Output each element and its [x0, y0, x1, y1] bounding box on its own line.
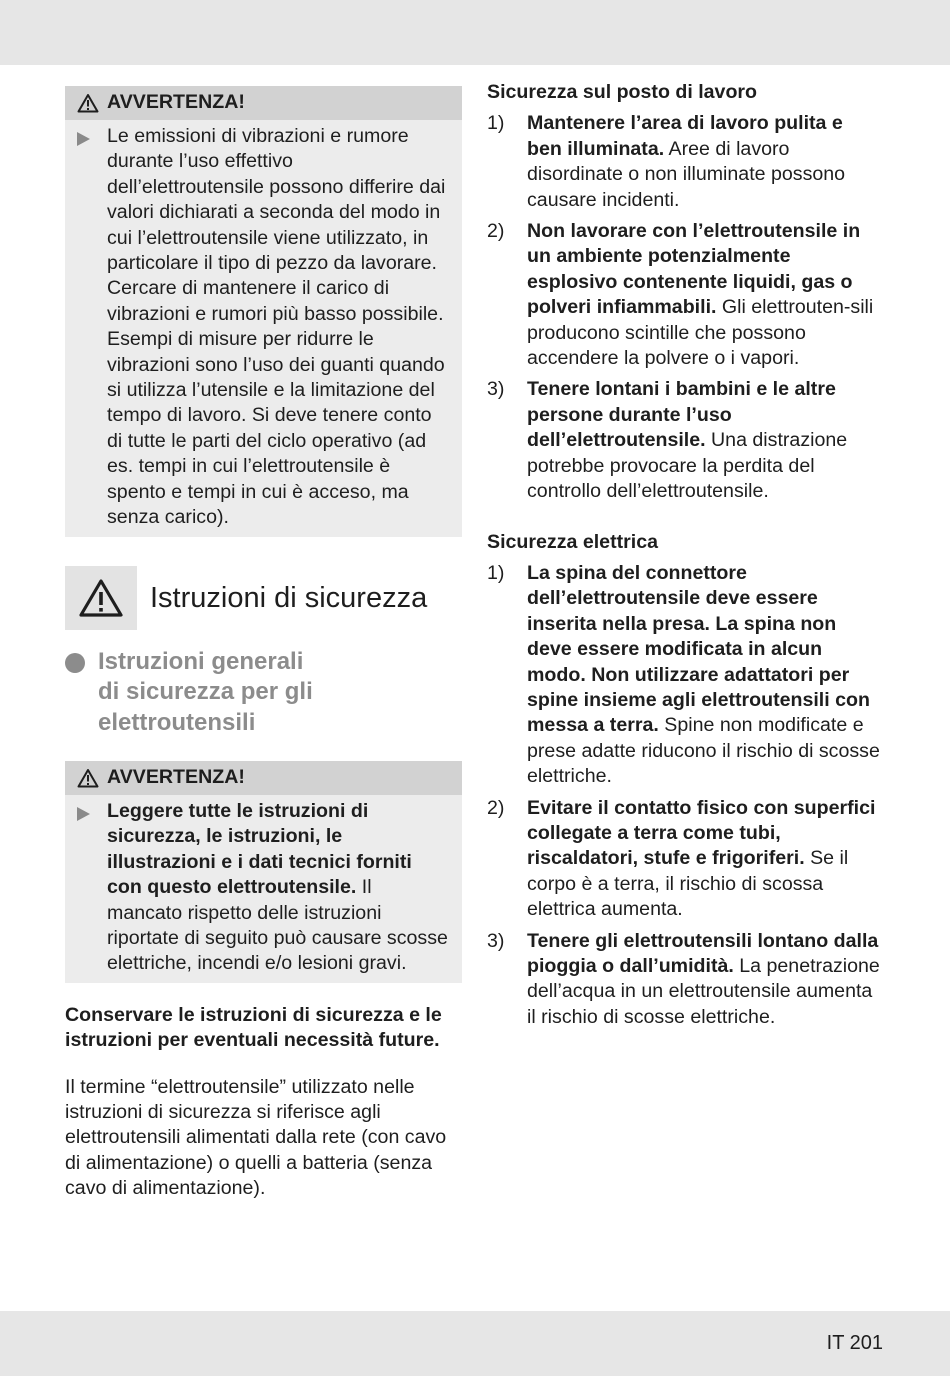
warning-triangle-icon	[77, 93, 99, 113]
warning-box-vibration	[65, 86, 462, 537]
item-number: 2)	[487, 220, 505, 243]
warning-text: Le emissioni di vibrazioni e rumore durante l’uso effettivo dell’elettroutensile possono differire dai valori dichiarati a seconda del modo in cui l’elettroutensile viene utilizzato, in particolare il tipo di pezzo da lavorare.	[107, 125, 446, 275]
warning-body	[65, 795, 462, 983]
item-number: 3)	[487, 378, 505, 401]
section-icon-box	[65, 566, 137, 630]
electrical-safety-heading: Sicurezza elettrica	[487, 530, 658, 553]
item-plain-text: Spine non modificate e prese adatte riducono il rischio di scosse elettriche.	[527, 714, 880, 788]
item-text	[527, 219, 882, 371]
item-text	[527, 377, 882, 504]
item-plain-text: Se il corpo è a terra, il rischio di scossa elettrica aumenta.	[527, 847, 849, 921]
warning-label: AVVERTENZA!	[107, 91, 245, 114]
item-number: 1)	[487, 561, 505, 584]
section-title: Istruzioni di sicurezza	[150, 581, 428, 614]
item-bold-text: La spina del connettore dell’elettroutensile deve essere inserita nella presa. La spina non deve essere modificata in alcun modo. Non utilizzare adattatori per spine insieme agli elettroutensili con messa a terra.	[527, 561, 870, 737]
warning-bold-text: Leggere tutte le istruzioni di sicurezza, le istruzioni, le illustrazioni e i dati tecnici forniti con questo elettroutensile.	[107, 800, 412, 899]
subsection-title-line: Istruzioni generali	[98, 647, 304, 675]
header-band	[0, 0, 950, 65]
footer-band	[0, 1311, 950, 1376]
subsection-title-line: di sicurezza per gli	[98, 678, 313, 705]
warning-triangle-icon	[77, 768, 99, 788]
subsection-header	[65, 647, 462, 739]
item-text	[527, 111, 882, 213]
page-number: IT 201	[826, 1332, 883, 1354]
warning-box-read-instructions	[65, 761, 462, 983]
warning-text: Cercare di mantenere il carico di vibrazioni e rumori più basso possibile. Esempi di misure per ridurre le vibrazioni sono l’uso dei guanti quando si utilizza l’utensile e la limitazione del tempo di lavoro. Si deve tenere conto di tutte le parti del ciclo operativo (ad es. tempi in cui l’elettroutensile è spento e tempi in cui è acceso, ma senza carico).	[107, 277, 445, 529]
list-item	[487, 561, 882, 790]
workplace-safety-heading: Sicurezza sul posto di lavoro	[487, 81, 758, 103]
arrow-bullet-icon	[77, 807, 90, 821]
warning-plain-text: Il mancato rispetto delle istruzioni riportate di seguito può causare scosse elettriche, incendi e/o lesioni gravi.	[107, 876, 448, 975]
item-bold-text: Evitare il contatto fisico con superfici collegate a terra come tubi, riscaldatori, stufe e frigoriferi.	[527, 796, 876, 870]
item-number: 2)	[487, 796, 505, 819]
term-definition-note: Il termine “elettroutensile” utilizzato nelle istruzioni di sicurezza si riferisce agli elettroutensili alimentati dalla rete (con cavo di alimentazione) o quelli a batteria (senza cavo di alimentazione).	[65, 1075, 447, 1200]
item-plain-text: La penetrazione dell’acqua in un elettroutensile aumenta il rischio di scosse elettriche.	[527, 955, 880, 1028]
item-number: 1)	[487, 112, 505, 135]
item-text	[527, 796, 882, 923]
arrow-bullet-icon	[77, 132, 90, 146]
item-bold-text: Tenere lontani i bambini e le altre persone durante l’uso dell’elettroutensile.	[527, 378, 836, 452]
item-plain-text: Aree di lavoro disordinate o non illuminate possono causare incidenti.	[527, 137, 846, 211]
workplace-safety-list	[487, 111, 882, 504]
item-bold-text: Tenere gli elettroutensili lontano dalla pioggia o dall’umidità.	[527, 929, 879, 977]
section-header	[65, 566, 462, 630]
warning-triangle-icon	[78, 578, 124, 618]
item-bold-text: Mantenere l’area di lavoro pulita e ben illuminata.	[527, 112, 843, 160]
circle-bullet-icon	[65, 653, 85, 673]
list-item	[487, 219, 882, 371]
list-item	[487, 796, 882, 923]
warning-header	[65, 761, 462, 795]
warning-header	[65, 86, 462, 120]
item-number: 3)	[487, 929, 505, 952]
keep-instructions-note: Conservare le istruzioni di sicurezza e le istruzioni per eventuali necessità future.	[65, 1003, 442, 1052]
list-item	[487, 111, 882, 213]
left-column	[65, 86, 462, 1202]
item-text	[527, 929, 882, 1031]
right-column	[487, 80, 882, 1036]
warning-text	[107, 799, 452, 977]
item-plain-text: Gli elettrouten-sili producono scintille che possono accendere la polvere o i vapori.	[527, 296, 874, 370]
subsection-title-line: elettroutensili	[98, 708, 256, 736]
item-bold-text: Non lavorare con l’elettroutensile in un ambiente potenzialmente esplosivo contenente liquidi, gas o polveri infiammabili.	[527, 220, 861, 319]
warning-label: AVVERTENZA!	[107, 766, 245, 789]
electrical-safety-list	[487, 561, 882, 1030]
list-item	[487, 929, 882, 1031]
warning-body	[65, 120, 462, 537]
item-plain-text: Una distrazione potrebbe provocare la perdita del controllo dell’elettroutensile.	[527, 429, 848, 503]
item-text	[527, 561, 882, 790]
list-item	[487, 377, 882, 504]
